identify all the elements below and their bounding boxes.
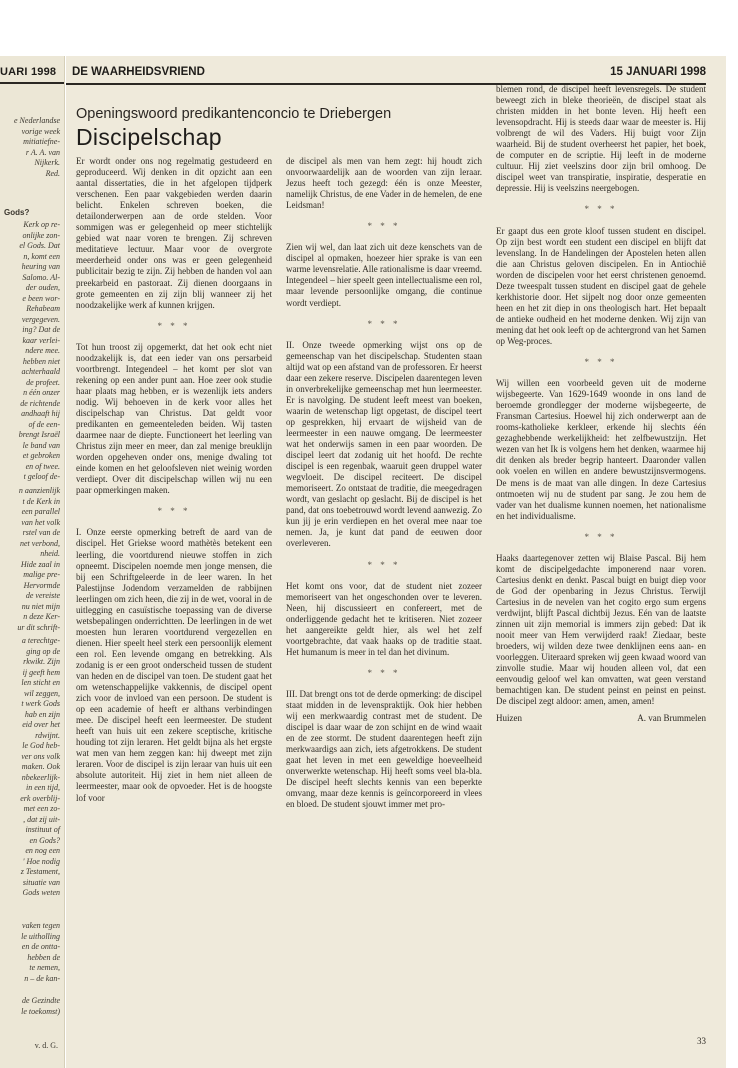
article-signature: [496, 713, 706, 724]
signature-place: Huizen: [496, 713, 522, 724]
article-paragraph: blemen rond, de discipel heeft levensregels. De student beweegt zich in bleke theorieën, de discipel staat als christen midden in het bonte leven. Hij heeft een levensopdracht. Hij is steeds daar waar de meester is. Hij volbrengt de wil des Vaders. Hij buigt voor Zijn waarheid. Bij de student overheerst het papier, het boek, de computer en de scriptie. Hij leeft in de moderne cultuur. Hij ziet veelszins door zijn bril omhoog. De discipel weet van transpiratie, inspiratie, desperatie en depressie. Hij is veelszins neergebogen.: [496, 84, 706, 194]
article-paragraph: Haaks daartegenover zetten wij Blaise Pascal. Bij hem komt de discipelgedachte imponerend naar voren. Cartesius denkt en denkt. Pascal buigt en buigt diep voor de God der openbaring in Jezus Christus. Terwijl Cartesius in de nevelen van het cogito ergo sum ergens verdwijnt, blijft Pascal dichtbij Jezus. Eén van de laatste zinnen uit zijn memorial is immers zijn gebed: Dat ik nooit meer van Hem verwijderd raak! Ziedaar, beste broeders, wij wilden deze twee denklijnen eens aan- en voorleggen. Uiteraard spreken wij geen kwaad woord van zinvolle studie. Maar wij houden alleen vol, dat een eenvoudig geloof wel kan omvatten, wat geen verstand bemachtigen kan. De student peinst en peinst en peinst. De discipel zegt aldoor: amen, amen, amen!: [496, 552, 706, 707]
previous-page-fragment: de Gezindte le toekomst): [21, 996, 60, 1016]
previous-page-signature: v. d. G.: [34, 1041, 58, 1050]
previous-page-header: UARI 1998: [0, 66, 57, 78]
text-column-1: [76, 156, 272, 810]
article-paragraph: Wij willen een voorbeeld geven uit de moderne wijsbegeerte. Van 1629-1649 woonde in ons land de beroemde grondlegger der moderne wijsbegeerte, de Fransman Cartesius. Hoewel hij zich onderwerpt aan de rooms-katholieke kerkleer, erkende hij slechts één gezaghebbende werkelijkheid: het zelfbewustzijn. Het wezen van het Ik is volgens hem het denken, waarmee hij dit denken als breder begrip hanteert. Daaronder vallen ook voelen en willen en andere bewustzijnsvermogens. De mens is de maat van alle dingen. In deze Cartesius ontmoeten wij nu de student par sang. Je zou hem de vader van het dualisme kunnen noemen, het nationalisme en het individualisme.: [496, 378, 706, 521]
section-separator: * * *: [157, 320, 191, 331]
previous-page-strip: [0, 56, 65, 1068]
article-paragraph: Zien wij wel, dan laat zich uit deze kenschets van de discipel al opmaken, hoezeer hier sprake is van een warme levensrelatie. Alle rationalisme is daar vreemd. Integendeel – hier speelt geen intellectualisme een rol, maar levende persoonlijke omgang, die continue wordt verdiept.: [286, 242, 482, 308]
signature-author: A. van Brummelen: [637, 713, 706, 724]
previous-page-fragment: Gods?: [4, 208, 30, 217]
article-kicker: Openingswoord predikantenconcio te Driebergen: [76, 106, 392, 122]
previous-page-fragment: e Nederlandse vorige week mitiatiefne- r A. A. van Nijkerk. Red.: [14, 116, 60, 178]
article-paragraph: Er wordt onder ons nog regelmatig gestudeerd en geproduceerd. Wij denken in dit opzicht aan een aantal dissertaties, die in het afgelopen tijdperk verschenen. Een paar vakgebieden werden daarin belicht. Enkelen schreven boeken, die detailonderwerpen aan de orde stelden. Voor sommigen was er gelegenheid op meer stichtelijk gebied wat naar voren te brengen. Zij schreven meditatieve lectuur. Maar voor de overgrote meerderheid onder ons was er geen gelegenheid publicitair bezig te zijn. Zij hebben de handen vol aan preekarbeid en pastoraat. Zij dienen doorgaans in grote gemeenten en zij zijn blij wanneer zij het noodzakelijke werk af kunnen krijgen.: [76, 156, 272, 310]
text-column-3: [496, 84, 706, 724]
text-column-2: [286, 156, 482, 816]
section-separator: * * *: [367, 559, 401, 570]
section-separator: * * *: [584, 531, 618, 542]
article-paragraph: Tot hun troost zij opgemerkt, dat het ook echt niet noodzakelijk is, dat een ieder van ons persarbeid voortbrengt. Integendeel – het komt per slot van rekening op een ander punt aan. Hoe zeer ook studie haar plaats mag hebben, er is wezenlijk iets anders nodig. Wij behoeven in de kerk voor alles het discipelschap van Christus. Dat geldt voor predikanten en gemeenteleden beiden. Wij tasten daarmee naar de diepte. Functioneert het leerling van Christus zijn meer en meer, dan zal menige breuklijn worden opgeheven onder ons, menige dwaling tot einde komen en het geloofsleven niet weinig worden verdiept. Over dit discipelschap willen wij nu een paar opmerkingen maken.: [76, 341, 272, 496]
article-paragraph: II. Onze tweede opmerking wijst ons op de gemeenschap van het discipelschap. Studenten staan altijd wat op een afstand van de professoren. Er heerst daar een zekere reserve. Discipelen daarentegen leven in onverbrekelijke gemeenschap met hun leermeester. Er is navolging. De student leeft meest van boeken, waarin de wetenschap ligt opgetast, de discipel teert op gesprekken, hij ervaart de wijsheid van de leermeester in een nauwe omgang. De leermeester wat het onderwijs samen in een paar woorden. De discipel leert dat zodanig uit het hoofd. De rechte discipel is een regenbak, waaruit geen druppel water wegvloeit. De discipel reciteert. De discipel memoriseert. Zo ontstaat de traditie, die meegedragen wordt, van geslacht op geslacht. Bij de discipel is het pand, dat ons toebetrouwd wordt levend aanwezig. Zo kun jij je erin verdiepen en het overal mee naar toe nemen. Ja, je kunt dat pand de eeuwen door overleveren.: [286, 339, 482, 549]
article-title: Discipelschap: [76, 124, 222, 150]
previous-page-fragment: vaken tegen le uitholling en de ontta- hebben de te nemen, n – de kan-: [21, 921, 60, 983]
publication-name: DE WAARHEIDSVRIEND: [72, 66, 205, 78]
article-paragraph: Er gaapt dus een grote kloof tussen student en discipel. Op zijn best wordt een student een discipel en blijft dat levenslang. In de Handelingen der Apostelen heten allen die aan Christus geloven discipelen. En in Antiochië worden de discipelen voor het eerst christenen genoemd. Deze tweespalt tussen student en discipel gaat de gehele kerkhistorie door. Het sijpelt nog door onze gemeenten heen en het zit diep in ons theologisch hart. Het bepaalt de antieke oudheid en het moderne denken. Wij zijn van mening dat het ook leeft op de achtergrond van het Samen op Weg-proces.: [496, 225, 706, 346]
article-paragraph: Het komt ons voor, dat de student niet zozeer memoriseert van het ongeschonden over te leveren. Neen, hij discussieert en confereert, met de onderliggende gedacht het te kritiseren. Niet zozeer het aangereikte geldt hier, als wel het zelf voortgebrachte, dat vaak haaks op de traditie staat. Het humanum is meer in tel dan het divinum.: [286, 580, 482, 657]
article-page: [66, 56, 726, 1068]
issue-date: 15 JANUARI 1998: [610, 66, 706, 78]
previous-page-fragment: n aanzienlijk t de Kerk in een parallel van het volk rstel van de net verbond, nheid. Hide zaal in malige pre- Hervormde de vereiste nu niet mijn n deze Ker- ur dit schrift-: [17, 486, 60, 632]
section-separator: * * *: [367, 318, 401, 329]
previous-page-fragment: Kerk op re- onlijke zon- el Gods. Dat n, komt een heuring van Salomo. Al- der ouden, e been wor- Rehabeam vergegeven. ing? Dat de kaar verlei- ndere mee. hebben niet achterhaald de profeet. n één onzer de richtende andhaaft hij of de een- brengt Israël le band van et gebroken en of twee. t geloof de-: [18, 220, 60, 481]
article-paragraph: I. Onze eerste opmerking betreft de aard van de discipel. Het Griekse woord mathètès betekent een leerling, die voortdurend nieuwe stoffen in zich opneemt. Discipelen noemde men jonge mensen, die bij een Schriftgeleerde in de leer waren. In het Palestijnse Jodendom verzamelden de rabbijnen leerlingen om zich heen, die zij in de wet, vooral in de uitlegging en casuïstische toepassing van de diverse wetsbepalingen onderrichtten. De leerlingen in de wet moesten hun leraren voortdurend vergezellen en dienen. Hier speelt heel sterk een persoonlijk element een rol. Een levende omgang en betrekking. Als zodanig is er een groot onderscheid tussen de student van heden en de discipel van toen. De student gaat het om wetenschappelijke vakkennis, de discipel opent zich voor de invloed van een persoon. De student is op een academie of heeft er althans verbindingen mee. De discipel heeft een leermeester. De student heeft van huis uit een zekere sceptische, kritische houding tot zijn leraren. Het geldt bijna als het ergste wat men van hem zeggen kan: hij dweept met zijn leraren. Voor de discipel is zijn leraar van huis uit een absolute autoriteit. Hij ziet in hem niet alleen de leermeester, maar ook de opvoeder. Het is de hoogste lof voor: [76, 527, 272, 803]
article-paragraph: de discipel als men van hem zegt: hij houdt zich onvoorwaardelijk aan de woorden van zijn leraar. Jezus heeft toch gezegd: één is onze Meester, namelijk Christus, de ene Vader in de hemelen, de ene Leidsman!: [286, 156, 482, 211]
section-separator: * * *: [584, 204, 618, 215]
header-rule: [0, 82, 64, 84]
section-separator: * * *: [157, 506, 191, 517]
page-number: 33: [697, 1036, 706, 1046]
section-separator: * * *: [367, 221, 401, 232]
section-separator: * * *: [367, 667, 401, 678]
previous-page-fragment: a terechtge- ging op de rkwikt. Zijn ij geeft hem len sticht en wil zeggen, t werk Gods hab en zijn eid over het rdwijnt. le God heb- ver ons volk maken. Ook nbekeerlijk- in een tijd, erk overblij- met een zo- , dat zij uit- instituut of en Gods? en nog een ' Hoe nodig z Testament, situatie van Gods weten: [20, 636, 60, 897]
section-separator: * * *: [584, 357, 618, 368]
article-paragraph: III. Dat brengt ons tot de derde opmerking: de discipel staat midden in de levenspraktijk. Ook hier hebben wij een merkwaardig contrast met de student. De discipel is daar waar de zon schijnt en de wind waait en de zee stormt. De student daarentegen heeft zijn merkwaardigs aan zich, iets afgetrokkens. De student gaat het leven in met een geweldige hoeveelheid onverwerkte wetenschap. Hij heeft soms veel bla-bla. De discipel heeft slechts kennis van een beperkte omvang, maar deze kennis is geïncorporeerd in vlees en bloed. De student sjouwt immer met pro-: [286, 688, 482, 810]
